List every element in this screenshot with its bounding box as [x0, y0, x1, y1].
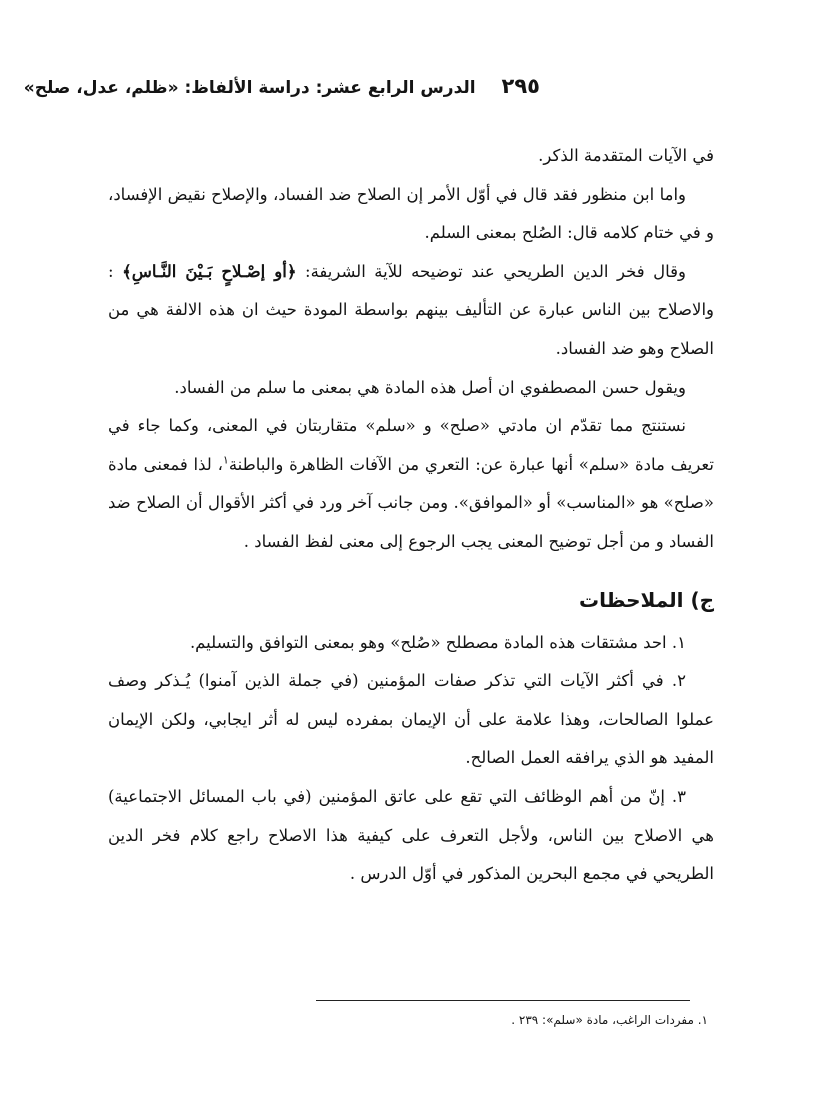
- paragraph: [108, 407, 714, 561]
- paragraph: في الآيات المتقدمة الذكر.: [538, 146, 714, 165]
- paragraph-text: وقال فخر الدين الطريحي عند توضيحه للآية الشريفة:: [296, 261, 686, 281]
- note-item: ١. احد مشتقات هذه المادة مصطلح «صُلح» وهو بمعنى التوافق والتسليم.: [189, 632, 686, 652]
- note-item: ٣. إنّ من أهم الوظائف التي تقع على عاتق المؤمنين (في باب المسائل الاجتماعية) هي الاصلاح بين الناس، ولأجل التعرف على كيفية هذا الاصلاح راجع كلام فخر الدين الطريحي في مجمع البحرين المذكور في أوّل الدرس .: [108, 786, 714, 884]
- page-number: ٢٩٥: [501, 74, 540, 98]
- footnote: ١. مفردات الراغب، مادة «سلم»: ٢٣٩ .: [511, 1013, 708, 1027]
- paragraph: [108, 253, 714, 369]
- section-heading: ج) الملاحظات: [579, 587, 714, 612]
- note-item: ٢. في أكثر الآيات التي تذكر صفات المؤمنين (في جملة الذين آمنوا) يُـذكر وصف عملوا الصالحات، وهذا علامة على أن الإيمان بمفرده ليس له أثر ايجابي، ولكن الإيمان المفيد هو الذي يرافقه العمل الصالح.: [108, 671, 714, 768]
- paragraph: واما ابن منظور فقد قال في أوّل الأمر إن الصلاح ضد الفساد، والإصلاح نقيض الإفساد، و في ختام كلامه قال: الصُلح بمعنى السلم.: [108, 184, 714, 243]
- footnote-divider: [316, 1000, 690, 1001]
- quran-verse: ﴿أو إصْـلاحٍ بَـيْنَ النَّـاسِ﴾: [122, 261, 297, 281]
- paragraph-text: : والاصلاح بين الناس عبارة عن التأليف بينهم بواسطة المودة حيث ان هذه الالفة هي من الصلاح وهو ضد الفساد.: [108, 261, 714, 358]
- page-header: [23, 74, 540, 98]
- paragraph: ويقول حسن المصطفوي ان أصل هذه المادة هي بمعنى ما سلم من الفساد.: [174, 377, 686, 397]
- main-text: [108, 137, 714, 894]
- paragraph-text: ، لذا فمعنى مادة «صلح» هو «المناسب» أو «الموافق». ومن جانب آخر ورد في أكثر الأقوال أن الصلاح ضد الفساد و من أجل توضيح المعنى يجب الرجوع إلى معنى لفظ الفساد .: [108, 454, 714, 551]
- running-title: الدرس الرابع عشر: دراسة الألفاظ: «ظلم، عدل، صلح»: [23, 78, 476, 98]
- footnote-marker: ١: [222, 453, 229, 467]
- paragraph-text: نستنتج مما تقدّم ان مادتي «صلح» و «سلم» متقاربتان في المعنى، وكما جاء في تعريف مادة «سلم» أنها عبارة عن: التعري من الآفات الظاهرة والباطنة: [108, 416, 714, 474]
